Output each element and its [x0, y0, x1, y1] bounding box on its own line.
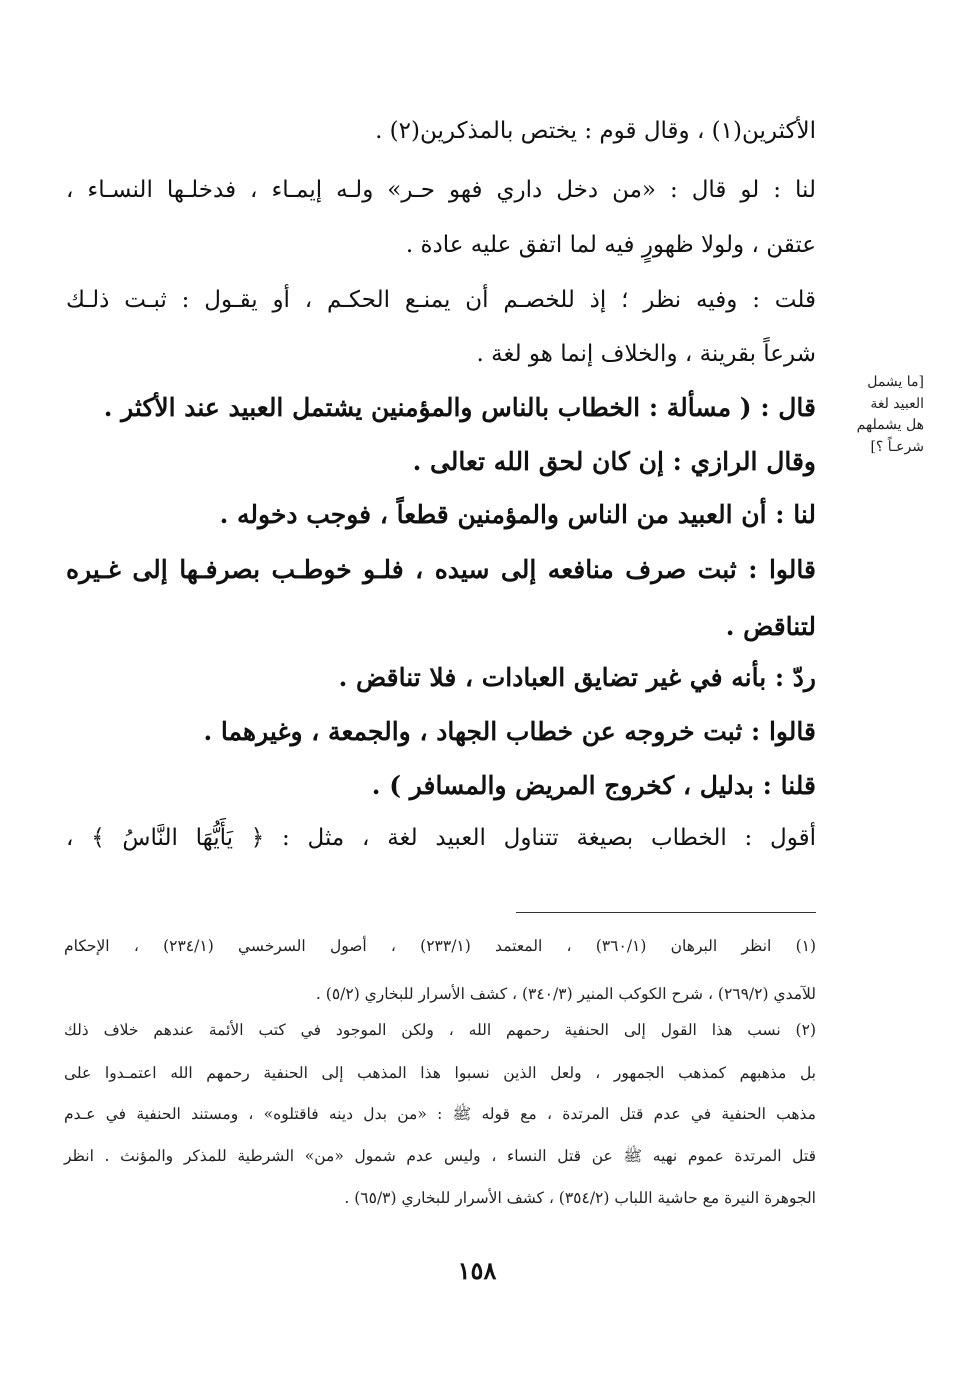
margin-note: [834, 372, 924, 459]
text-line-11: ردّ : بأنه في غير تضايق العبادات ، فلا تناقض .: [338, 663, 816, 692]
footnote-line-7: الجوهرة النيرة مع حاشية اللباب (٣٥٤/٢) ، كشف الأسرار للبخاري (٦٥/٣) .: [344, 1189, 816, 1207]
text-line-6: قال : ( مسألة : الخطاب بالناس والمؤمنين يشتمل العبيد عند الأكثر .: [103, 393, 816, 422]
margin-note-line: هل يشملهم: [856, 417, 924, 434]
text-line-10: لتناقض .: [725, 612, 816, 641]
text-line-3: عتقن ، ولولا ظهورٍ فيه لما اتفق عليه عادة .: [405, 232, 816, 258]
text-line-4: قلت : وفيه نظر ؛ إذ للخصـم أن يمنـع الحكـم ، أو يقـول : ثبـت ذلـك: [66, 287, 816, 313]
text-line-5: شرعاً بقرينة ، والخلاف إنما هو لغة .: [476, 341, 816, 367]
footnote-line-5: مذهب الحنفية في عدم قتل المرتدة ، مع قوله ﷺ : «من بدل دينه فاقتلوه» ، ومستند الحنفية في عـدم: [64, 1105, 816, 1123]
margin-note-line: العبيد لغة: [870, 395, 924, 412]
footnote-line-2: للآمدي (٢٦٩/٢) ، شرح الكوكب المنير (٣٤٠/٣) ، كشف الأسرار للبخاري (٥/٢) .: [315, 985, 816, 1003]
footnote-line-6: قتل المرتدة عموم نهيه ﷺ عن قتل النساء ، وليس عدم شمول «من» الشرطية للمذكر والمؤنث . انظر: [64, 1147, 816, 1165]
footnote-line-4: بل مذهبهم كمذهب الجمهور ، ولعل الذين نسبوا هذا المذهب إلى الحنفية رحمهم الله اعتمـدوا على: [64, 1064, 816, 1082]
text-line-14: أقول : الخطاب بصيغة تتناول العبيد لغة ، مثل : ﴿ يَأَيُّهَا النَّاسُ ﴾ ،: [66, 825, 816, 851]
footnote-line-1: (١) انظر البرهان (٣٦٠/١) ، المعتمد (٢٣٣/١) ، أصول السرخسي (٢٣٤/١) ، الإحكام: [64, 937, 817, 955]
page-number: ١٥٨: [457, 1256, 497, 1285]
text-line-8: لنا : أن العبيد من الناس والمؤمنين قطعاً ، فوجب دخوله .: [219, 500, 816, 529]
text-line-9: قالوا : ثبت صرف منافعه إلى سيده ، فلـو خوطـب بصرفـها إلى غـيره: [66, 555, 816, 584]
text-line-1: الأكثرين(١) ، وقال قوم : يختص بالمذكرين(٢) .: [375, 118, 816, 144]
margin-note-line: شرعـاً ؟]: [870, 439, 924, 456]
margin-note-line: [ما يشمل: [867, 374, 924, 390]
footnote-separator: [516, 912, 816, 913]
footnote-line-3: (٢) نسب هذا القول إلى الحنفية رحمهم الله ، ولكن الموجود في كتب الأئمة عندهم خلاف ذلك: [64, 1021, 816, 1039]
text-line-2: لنا : لو قال : «من دخل داري فهو حـر» ولـه إيمـاء ، فدخلـها النسـاء ،: [66, 177, 816, 203]
text-line-12: قالوا : ثبت خروجه عن خطاب الجهاد ، والجمعة ، وغيرهما .: [203, 717, 816, 746]
text-line-7: وقال الرازي : إن كان لحق الله تعالى .: [412, 447, 816, 476]
text-line-13: قلنا : بدليل ، كخروج المريض والمسافر ) .: [371, 771, 816, 800]
